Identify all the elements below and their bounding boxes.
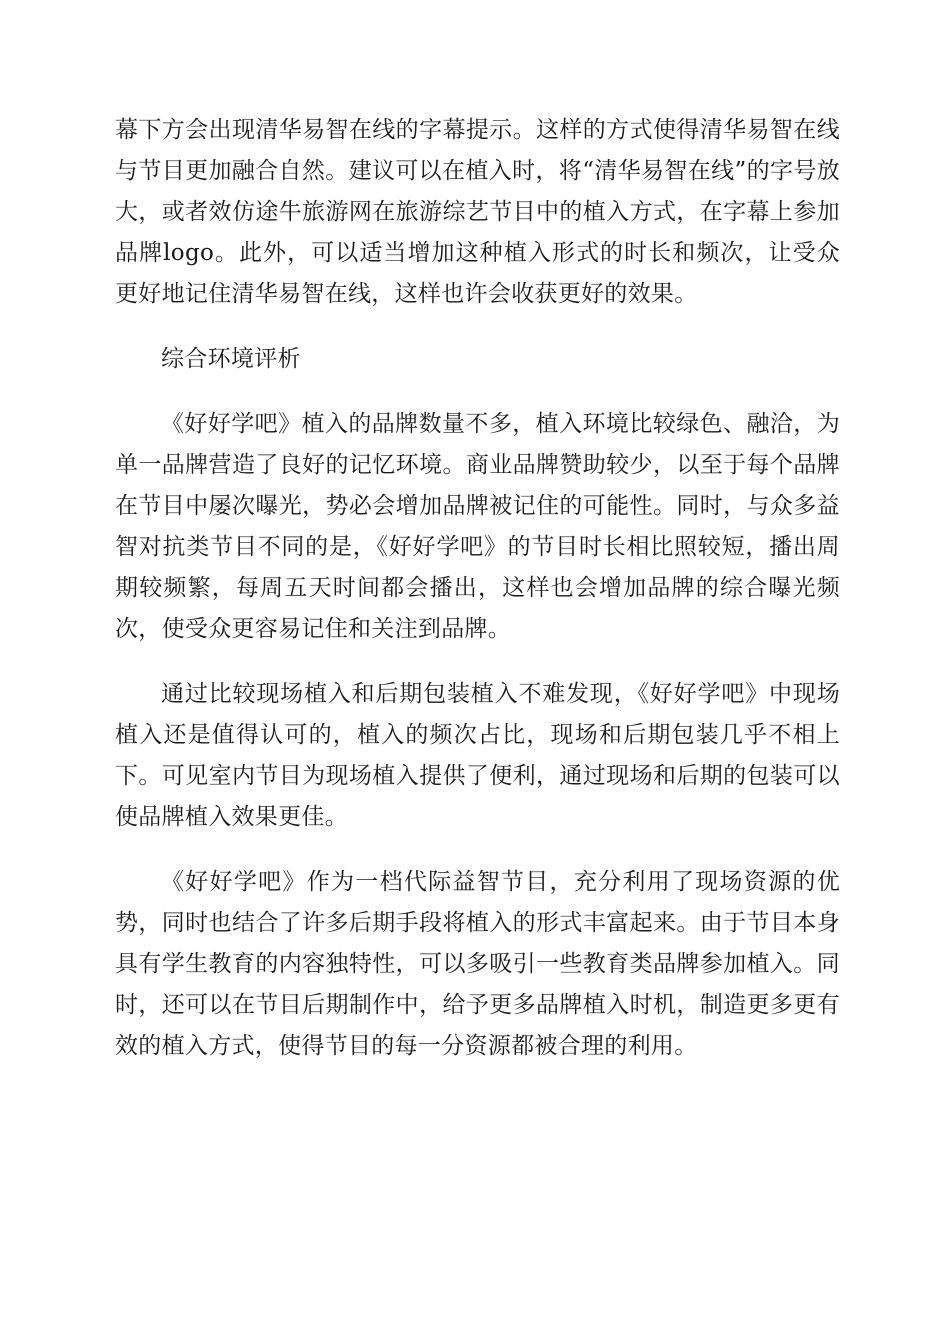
paragraph-environment-analysis: 《好好学吧》植入的品牌数量不多，植入环境比较绿色、融洽，为单一品牌营造了良好的记忆环境。商业品牌赞助较少，以至于每个品牌在节目中屡次曝光，势必会增加品牌被记住的可能性。同时，与众多益智对抗类节目不同的是，《好好学吧》的节目时长相比照较短，播出周期较频繁，每周五天时间都会播出，这样也会增加品牌的综合曝光频次，使受众更容易记住和关注到品牌。	[115, 411, 840, 642]
paragraph-conclusion: 《好好学吧》作为一档代际益智节目，充分利用了现场资源的优势，同时也结合了许多后期手段将植入的形式丰富起来。由于节目本身具有学生教育的内容独特性，可以多吸引一些教育类品牌参加植入。同时，还可以在节目后期制作中，给予更多品牌植入时机，制造更多更有效的植入方式，使得节目的每一分资源都被合理的利用。	[115, 869, 840, 1059]
paragraph-continuation: 幕下方会出现清华易智在线的字幕提示。这样的方式使得清华易智在线与节目更加融合自然。建议可以在植入时，将“清华易智在线”的字号放大，或者效仿途牛旅游网在旅游综艺节目中的植入方式，在字幕上参加品牌logo。此外，可以适当增加这种植入形式的时长和频次，让受众更好地记住清华易智在线，这样也许会收获更好的效果。	[115, 117, 840, 307]
section-heading: 综合环境评析	[161, 346, 301, 372]
paragraph-placement-comparison: 通过比较现场植入和后期包装植入不难发现，《好好学吧》中现场植入还是值得认可的，植入的频次占比，现场和后期包装几乎不相上下。可见室内节目为现场植入提供了便利，通过现场和后期的包装可以使品牌植入效果更佳。	[115, 681, 840, 830]
